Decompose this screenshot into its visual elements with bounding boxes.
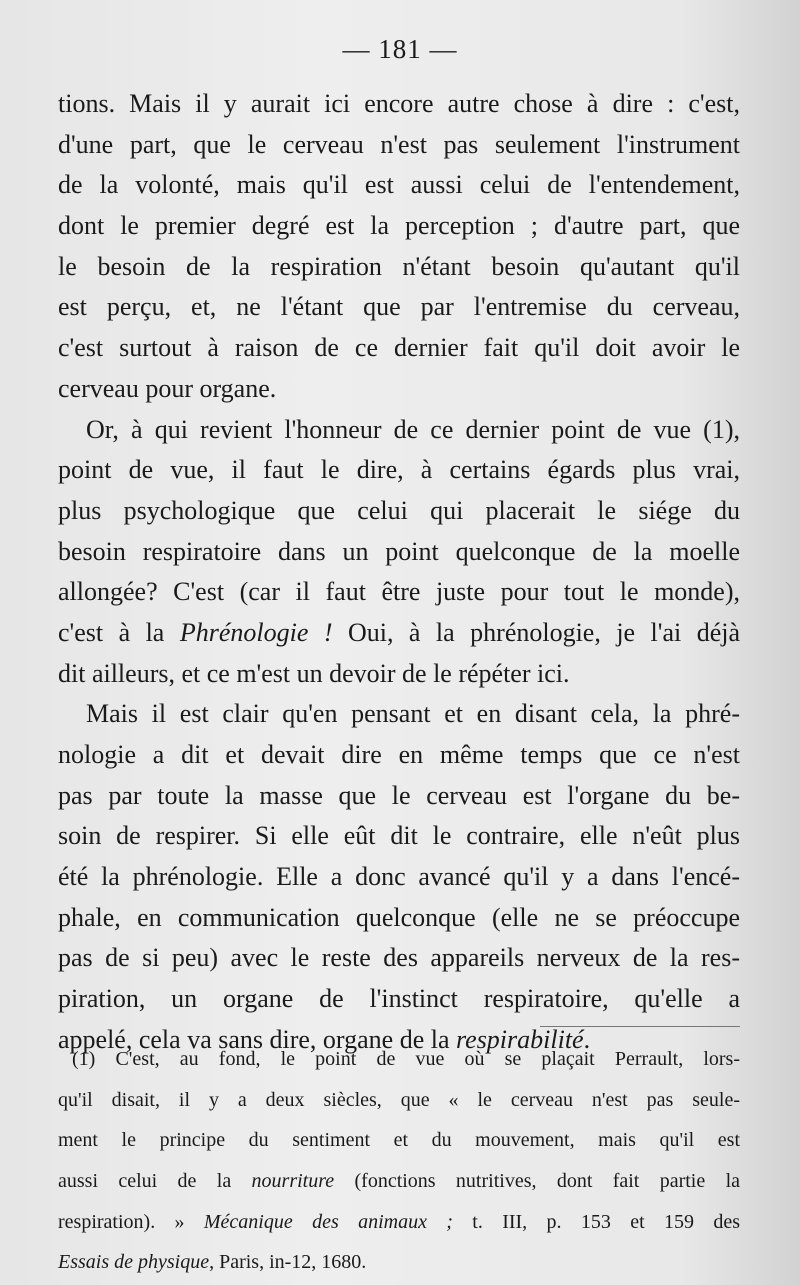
text-line: cerveau pour organe. bbox=[58, 373, 277, 403]
footnote-rule bbox=[540, 1026, 740, 1027]
text-line: tions. Mais il y aurait ici encore autre chose à dire : c'est, bbox=[58, 89, 740, 118]
text-line: est perçu, et, ne l'étant que par l'entremise du cerveau, bbox=[58, 292, 740, 322]
text-line: dit ailleurs, et ce m'est un devoir de le répéter ici. bbox=[58, 658, 570, 688]
text-line: piration, un organe de l'instinct respiratoire, qu'elle a bbox=[58, 984, 740, 1014]
text-line: besoin respiratoire dans un point quelconque de la moelle bbox=[58, 536, 740, 566]
text-line: point de vue, il faut le dire, à certains égards plus vrai, bbox=[58, 455, 740, 485]
book-title: Mécanique des animaux ; bbox=[203, 1210, 453, 1233]
italic-term: respirabilité bbox=[456, 1024, 584, 1054]
line-text: . bbox=[583, 1024, 591, 1054]
text-line: plus psychologique que celui qui placerait le siége du bbox=[58, 495, 740, 525]
italic-term: Phrénologie ! bbox=[179, 617, 333, 647]
text-line: soin de respirer. Si elle eût dit le contraire, elle n'eût plus bbox=[58, 821, 740, 851]
text-line: Mais il est clair qu'en pensant et en disant cela, la phré- bbox=[86, 699, 740, 729]
footnote bbox=[58, 1043, 740, 1285]
text-line: d'une part, que le cerveau n'est pas seulement l'instrument bbox=[58, 129, 740, 159]
footnote-line bbox=[58, 1206, 740, 1247]
footnote-line bbox=[58, 1246, 740, 1285]
book-title: Essais de physique bbox=[58, 1251, 210, 1274]
text-line: phale, en communication quelconque (elle ne se préoccupe bbox=[58, 902, 740, 932]
text-line: pas par toute la masse que le cerveau est l'organe du be- bbox=[58, 780, 740, 810]
footnote-line: ment le principe du sentiment et du mouvement, mais qu'il est bbox=[58, 1129, 740, 1152]
text-line: de la volonté, mais qu'il est aussi celui de l'entendement, bbox=[58, 170, 740, 200]
footnote-line: qu'il disait, il y a deux siècles, que « le cerveau n'est pas seule- bbox=[58, 1088, 740, 1111]
line-text: (fonctions nutritives, dont fait partie la bbox=[334, 1170, 740, 1193]
paragraph bbox=[58, 84, 740, 410]
paragraph bbox=[58, 410, 740, 695]
body-text bbox=[58, 84, 740, 1061]
text-line: été la phrénologie. Elle a donc avancé qu'il y a dans l'encé- bbox=[58, 862, 740, 892]
line-text: respiration). » bbox=[58, 1210, 204, 1233]
page-number: — 181 — bbox=[342, 34, 458, 64]
text-line bbox=[58, 613, 740, 654]
text-line: c'est surtout à raison de ce dernier fait qu'il doit avoir le bbox=[58, 333, 740, 363]
text-line: pas de si peu) avec le reste des appareils nerveux de la res- bbox=[58, 943, 740, 973]
italic-term: nourriture bbox=[251, 1170, 335, 1193]
text-line: nologie a dit et devait dire en même temps que ce n'est bbox=[58, 740, 740, 769]
line-text: c'est à la bbox=[58, 617, 180, 647]
text-line: dont le premier degré est la perception ; d'autre part, que bbox=[58, 211, 740, 241]
text-line: le besoin de la respiration n'étant besoin qu'autant qu'il bbox=[58, 251, 740, 281]
text-line: allongée? C'est (car il faut être juste pour tout le monde), bbox=[58, 577, 740, 607]
line-text: , Paris, in-12, 1680. bbox=[209, 1251, 367, 1274]
footnote-line bbox=[58, 1165, 740, 1206]
footnote-line: (1) C'est, au fond, le point de vue où se plaçait Perrault, lors- bbox=[72, 1048, 740, 1070]
line-text: appelé, cela va sans dire, organe de la bbox=[58, 1024, 456, 1054]
text-line: Or, à qui revient l'honneur de ce dernier point de vue (1), bbox=[86, 414, 740, 444]
line-text: Oui, à la phrénologie, je l'ai déjà bbox=[332, 617, 740, 647]
paragraph bbox=[58, 694, 740, 1060]
line-text: aussi celui de la bbox=[58, 1170, 252, 1193]
line-text: t. III, p. 153 et 159 des bbox=[452, 1210, 740, 1233]
